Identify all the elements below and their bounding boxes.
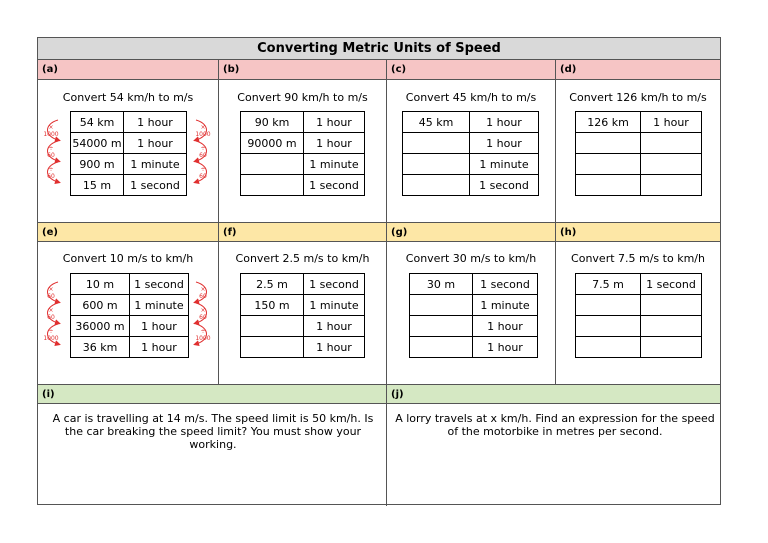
panel-e-right-arrows: [188, 276, 212, 360]
conversion-operator-label: ÷: [48, 145, 54, 152]
conversion-operator-label: ÷: [200, 166, 206, 173]
panel-a-label: (a): [38, 60, 218, 80]
table-row: [71, 337, 189, 358]
table-row: [71, 154, 187, 175]
distance-cell: 54000 m: [71, 133, 124, 154]
panel-f-label: (f): [219, 222, 386, 242]
panel-g-table: [409, 273, 538, 358]
time-cell: [641, 316, 702, 337]
time-cell: 1 second: [130, 274, 189, 295]
distance-cell: 2.5 m: [241, 274, 304, 295]
panel-d-prompt: Convert 126 km/h to m/s: [569, 91, 707, 104]
table-row: [576, 133, 702, 154]
panel-a-prompt: Convert 54 km/h to m/s: [62, 91, 194, 104]
conversion-operator-label: 60: [47, 173, 55, 180]
time-cell: 1 second: [470, 175, 539, 196]
table-row: [241, 337, 365, 358]
panel-f-prompt: Convert 2.5 m/s to km/h: [235, 252, 370, 265]
conversion-operator-label: 1000: [195, 335, 211, 342]
table-row: [576, 337, 702, 358]
table-row: [576, 316, 702, 337]
time-cell: 1 hour: [130, 316, 189, 337]
distance-cell: [576, 295, 641, 316]
conversion-operator-label: 1000: [43, 335, 59, 342]
conversion-operator-label: 60: [199, 152, 207, 159]
table-row: [241, 154, 365, 175]
table-row: [241, 274, 365, 295]
table-row: [576, 295, 702, 316]
table-row: [241, 316, 365, 337]
conversion-operator-label: ×: [200, 286, 206, 293]
conversion-operator-label: ÷: [200, 145, 206, 152]
conversion-operator-label: ×: [200, 124, 206, 131]
panel-j-label: (j): [387, 384, 720, 404]
table-row: [403, 112, 539, 133]
time-cell: 1 second: [473, 274, 538, 295]
panel-e-table: [70, 273, 189, 358]
distance-cell: 7.5 m: [576, 274, 641, 295]
conversion-operator-label: ÷: [48, 328, 54, 335]
conversion-operator-label: 1000: [195, 131, 211, 138]
panel-e-prompt: Convert 10 m/s to km/h: [62, 252, 194, 265]
panel-f-table: [240, 273, 365, 358]
distance-cell: 36 km: [71, 337, 130, 358]
panel-g-label: (g): [387, 222, 555, 242]
time-cell: 1 second: [641, 274, 702, 295]
table-row: [410, 295, 538, 316]
conversion-operator-label: 60: [199, 173, 207, 180]
time-cell: 1 minute: [473, 295, 538, 316]
conversion-operator-label: ÷: [48, 166, 54, 173]
table-row: [410, 274, 538, 295]
distance-cell: [403, 154, 470, 175]
conversion-operator-label: 60: [47, 152, 55, 159]
table-row: [71, 133, 187, 154]
distance-cell: 600 m: [71, 295, 130, 316]
time-cell: [641, 175, 702, 196]
time-cell: 1 minute: [304, 295, 365, 316]
panel-a-right-arrows: [188, 114, 212, 198]
table-row: [241, 295, 365, 316]
panel-i-question: A car is travelling at 14 m/s. The speed limit is 50 km/h. Is the car breaking the speed limit? You must show your working.: [52, 412, 374, 451]
conversion-operator-label: 1000: [43, 131, 59, 138]
distance-cell: [576, 337, 641, 358]
distance-cell: [576, 316, 641, 337]
distance-cell: [410, 337, 473, 358]
time-cell: 1 hour: [470, 112, 539, 133]
panel-j-question: A lorry travels at x km/h. Find an expression for the speed of the motorbike in metres per second.: [395, 412, 715, 438]
time-cell: 1 hour: [641, 112, 702, 133]
table-row: [241, 133, 365, 154]
panel-d-label: (d): [556, 60, 720, 80]
conversion-operator-label: ÷: [200, 328, 206, 335]
panel-e-label: (e): [38, 222, 218, 242]
panel-a-table: [70, 111, 187, 196]
worksheet: [37, 37, 721, 505]
distance-cell: 150 m: [241, 295, 304, 316]
table-row: [576, 274, 702, 295]
panel-c-label: (c): [387, 60, 555, 80]
time-cell: 1 minute: [470, 154, 539, 175]
distance-cell: [410, 316, 473, 337]
panel-e-left-arrows: [42, 276, 66, 360]
time-cell: 1 hour: [473, 337, 538, 358]
panel-h-label: (h): [556, 222, 720, 242]
conversion-operator-label: ×: [48, 307, 54, 314]
conversion-operator-label: ×: [48, 124, 54, 131]
time-cell: 1 hour: [304, 316, 365, 337]
time-cell: 1 hour: [473, 316, 538, 337]
panel-b-prompt: Convert 90 km/h to m/s: [237, 91, 368, 104]
distance-cell: [576, 154, 641, 175]
time-cell: 1 hour: [304, 133, 365, 154]
conversion-operator-label: 60: [199, 293, 207, 300]
table-row: [576, 154, 702, 175]
panel-h-table: [575, 273, 702, 358]
panel-d-table: [575, 111, 702, 196]
distance-cell: 900 m: [71, 154, 124, 175]
time-cell: 1 second: [304, 274, 365, 295]
time-cell: 1 second: [124, 175, 187, 196]
panel-a-left-arrows: [42, 114, 66, 198]
distance-cell: 126 km: [576, 112, 641, 133]
time-cell: [641, 295, 702, 316]
table-row: [403, 154, 539, 175]
time-cell: 1 hour: [470, 133, 539, 154]
table-row: [410, 337, 538, 358]
distance-cell: [576, 133, 641, 154]
worksheet-title: Converting Metric Units of Speed: [38, 38, 720, 60]
distance-cell: [410, 295, 473, 316]
distance-cell: [241, 154, 304, 175]
distance-cell: [403, 133, 470, 154]
distance-cell: [241, 175, 304, 196]
table-row: [71, 175, 187, 196]
distance-cell: [403, 175, 470, 196]
panel-b-table: [240, 111, 365, 196]
time-cell: [641, 337, 702, 358]
distance-cell: [241, 337, 304, 358]
time-cell: 1 minute: [304, 154, 365, 175]
distance-cell: 10 m: [71, 274, 130, 295]
table-row: [71, 295, 189, 316]
panel-h-prompt: Convert 7.5 m/s to km/h: [571, 252, 705, 265]
table-row: [576, 175, 702, 196]
conversion-operator-label: 60: [199, 314, 207, 321]
conversion-operator-label: ×: [48, 286, 54, 293]
time-cell: [641, 154, 702, 175]
distance-cell: 45 km: [403, 112, 470, 133]
distance-cell: 54 km: [71, 112, 124, 133]
distance-cell: 90000 m: [241, 133, 304, 154]
table-row: [241, 112, 365, 133]
time-cell: 1 minute: [124, 154, 187, 175]
distance-cell: 15 m: [71, 175, 124, 196]
time-cell: 1 hour: [124, 133, 187, 154]
table-row: [241, 175, 365, 196]
table-row: [71, 112, 187, 133]
conversion-operator-label: ×: [200, 307, 206, 314]
time-cell: 1 second: [304, 175, 365, 196]
distance-cell: [576, 175, 641, 196]
table-row: [71, 274, 189, 295]
table-row: [576, 112, 702, 133]
panel-i-label: (i): [38, 384, 386, 404]
time-cell: 1 minute: [130, 295, 189, 316]
table-row: [410, 316, 538, 337]
table-row: [403, 133, 539, 154]
panel-g-prompt: Convert 30 m/s to km/h: [405, 252, 537, 265]
time-cell: 1 hour: [130, 337, 189, 358]
distance-cell: 36000 m: [71, 316, 130, 337]
distance-cell: [241, 316, 304, 337]
conversion-operator-label: 60: [47, 293, 55, 300]
distance-cell: 30 m: [410, 274, 473, 295]
table-row: [403, 175, 539, 196]
distance-cell: 90 km: [241, 112, 304, 133]
time-cell: 1 hour: [304, 337, 365, 358]
panel-b-label: (b): [219, 60, 386, 80]
time-cell: 1 hour: [304, 112, 365, 133]
time-cell: 1 hour: [124, 112, 187, 133]
panel-c-prompt: Convert 45 km/h to m/s: [405, 91, 537, 104]
conversion-operator-label: 60: [47, 314, 55, 321]
time-cell: [641, 133, 702, 154]
table-row: [71, 316, 189, 337]
panel-c-table: [402, 111, 539, 196]
